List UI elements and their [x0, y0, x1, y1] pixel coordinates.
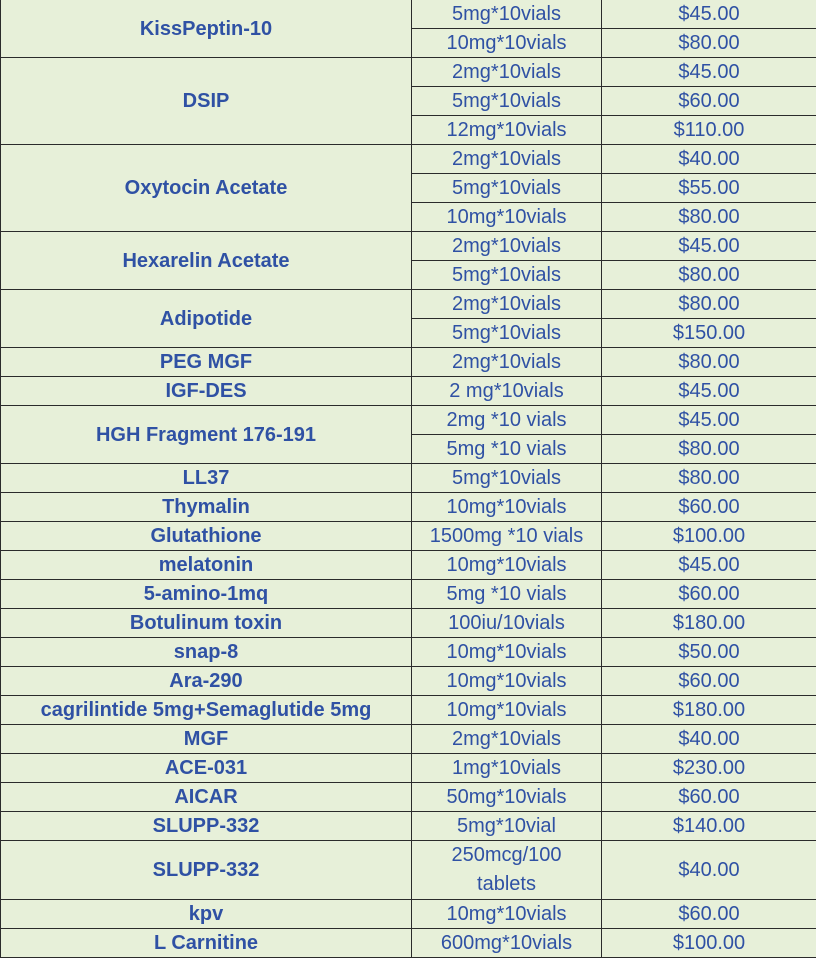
price-cell: $45.00	[602, 58, 816, 87]
price-cell: $80.00	[602, 464, 816, 493]
table-row	[1, 725, 816, 754]
price-cell: $55.00	[602, 174, 816, 203]
table-row	[1, 522, 816, 551]
product-name-cell: SLUPP-332	[1, 841, 412, 900]
price-cell: $60.00	[602, 783, 816, 812]
spec-cell: 5mg*10vial	[412, 812, 602, 841]
product-name-cell: SLUPP-332	[1, 812, 412, 841]
spec-cell: 10mg*10vials	[412, 900, 602, 929]
price-cell: $100.00	[602, 522, 816, 551]
product-name-cell: snap-8	[1, 638, 412, 667]
price-cell: $60.00	[602, 900, 816, 929]
price-cell: $50.00	[602, 638, 816, 667]
table-row	[1, 348, 816, 377]
product-name-cell: cagrilintide 5mg+Semaglutide 5mg	[1, 696, 412, 725]
product-name-cell: PEG MGF	[1, 348, 412, 377]
price-cell: $80.00	[602, 29, 816, 58]
product-name-cell: Botulinum toxin	[1, 609, 412, 638]
price-cell: $180.00	[602, 696, 816, 725]
price-cell: $110.00	[602, 116, 816, 145]
spec-cell: 10mg*10vials	[412, 493, 602, 522]
spec-cell: 10mg*10vials	[412, 29, 602, 58]
spec-cell: 5mg *10 vials	[412, 580, 602, 609]
table-row	[1, 464, 816, 493]
spec-cell: 1mg*10vials	[412, 754, 602, 783]
spec-cell: 2 mg*10vials	[412, 377, 602, 406]
price-cell: $60.00	[602, 580, 816, 609]
price-cell: $80.00	[602, 348, 816, 377]
table-row	[1, 929, 816, 958]
product-name-cell: kpv	[1, 900, 412, 929]
table-row	[1, 493, 816, 522]
table-row	[1, 841, 816, 900]
price-cell: $140.00	[602, 812, 816, 841]
product-name-cell: L Carnitine	[1, 929, 412, 958]
product-name-cell: AICAR	[1, 783, 412, 812]
spec-cell: 2mg*10vials	[412, 58, 602, 87]
product-name-cell: LL37	[1, 464, 412, 493]
product-name-cell: MGF	[1, 725, 412, 754]
spec-cell: 250mcg/100 tablets	[412, 841, 602, 900]
price-cell: $45.00	[602, 232, 816, 261]
price-cell: $80.00	[602, 261, 816, 290]
table-row	[1, 145, 816, 174]
table-row	[1, 812, 816, 841]
spec-cell: 5mg*10vials	[412, 87, 602, 116]
table-row	[1, 290, 816, 319]
spec-cell: 50mg*10vials	[412, 783, 602, 812]
table-row	[1, 609, 816, 638]
product-name-cell: Oxytocin Acetate	[1, 145, 412, 232]
spec-cell: 100iu/10vials	[412, 609, 602, 638]
spec-cell: 10mg*10vials	[412, 667, 602, 696]
price-cell: $150.00	[602, 319, 816, 348]
price-cell: $40.00	[602, 841, 816, 900]
product-name-cell: Glutathione	[1, 522, 412, 551]
table-row	[1, 667, 816, 696]
product-name-cell: IGF-DES	[1, 377, 412, 406]
spec-cell: 5mg*10vials	[412, 0, 602, 29]
price-cell: $45.00	[602, 551, 816, 580]
price-cell: $40.00	[602, 725, 816, 754]
spec-cell: 2mg*10vials	[412, 725, 602, 754]
spec-cell: 10mg*10vials	[412, 696, 602, 725]
product-name-cell: KissPeptin-10	[1, 0, 412, 58]
spec-cell: 10mg*10vials	[412, 203, 602, 232]
spec-cell: 5mg*10vials	[412, 464, 602, 493]
table-row	[1, 696, 816, 725]
price-cell: $45.00	[602, 377, 816, 406]
product-name-cell: Thymalin	[1, 493, 412, 522]
table-row	[1, 406, 816, 435]
price-cell: $60.00	[602, 87, 816, 116]
spec-cell: 5mg*10vials	[412, 261, 602, 290]
product-name-cell: Adipotide	[1, 290, 412, 348]
product-name-cell: 5-amino-1mq	[1, 580, 412, 609]
table-row	[1, 232, 816, 261]
spec-cell: 5mg*10vials	[412, 174, 602, 203]
spec-cell: 1500mg *10 vials	[412, 522, 602, 551]
spec-cell: 2mg *10 vials	[412, 406, 602, 435]
table-row	[1, 58, 816, 87]
spec-cell: 10mg*10vials	[412, 638, 602, 667]
product-name-cell: HGH Fragment 176-191	[1, 406, 412, 464]
table-row	[1, 580, 816, 609]
price-cell: $40.00	[602, 145, 816, 174]
spec-cell: 5mg *10 vials	[412, 435, 602, 464]
spec-cell: 5mg*10vials	[412, 319, 602, 348]
price-cell: $80.00	[602, 203, 816, 232]
spec-cell: 2mg*10vials	[412, 232, 602, 261]
price-cell: $60.00	[602, 667, 816, 696]
price-cell: $80.00	[602, 290, 816, 319]
price-table-body	[1, 0, 816, 958]
table-row	[1, 754, 816, 783]
price-cell: $230.00	[602, 754, 816, 783]
spec-cell: 2mg*10vials	[412, 348, 602, 377]
table-row	[1, 900, 816, 929]
price-cell: $180.00	[602, 609, 816, 638]
table-row	[1, 638, 816, 667]
product-name-cell: Hexarelin Acetate	[1, 232, 412, 290]
spec-cell: 2mg*10vials	[412, 290, 602, 319]
price-cell: $60.00	[602, 493, 816, 522]
spec-cell: 10mg*10vials	[412, 551, 602, 580]
product-name-cell: DSIP	[1, 58, 412, 145]
table-row	[1, 0, 816, 29]
price-cell: $100.00	[602, 929, 816, 958]
spec-cell: 600mg*10vials	[412, 929, 602, 958]
price-cell: $45.00	[602, 0, 816, 29]
product-name-cell: Ara-290	[1, 667, 412, 696]
product-name-cell: melatonin	[1, 551, 412, 580]
price-cell: $45.00	[602, 406, 816, 435]
spec-cell: 12mg*10vials	[412, 116, 602, 145]
product-name-cell: ACE-031	[1, 754, 412, 783]
spec-cell: 2mg*10vials	[412, 145, 602, 174]
table-row	[1, 783, 816, 812]
table-row	[1, 377, 816, 406]
table-row	[1, 551, 816, 580]
price-cell: $80.00	[602, 435, 816, 464]
